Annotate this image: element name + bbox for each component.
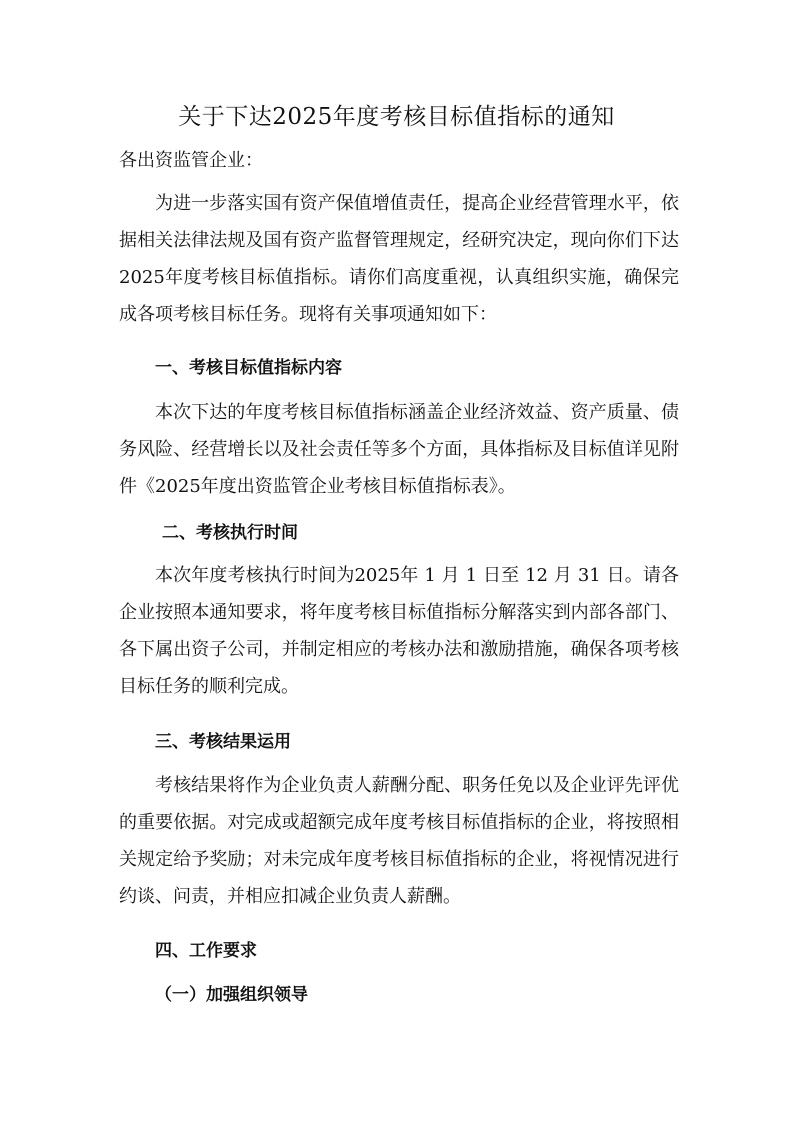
section-body-3: 考核结果将作为企业负责人薪酬分配、职务任免以及企业评先评优的重要依据。对完成或超额完成年度考核目标值指标的企业，将按照相关规定给予奖励；对未完成年度考核目标值指标的企业，将视情况进行约谈、问责，并相应扣减企业负责人薪酬。 [119, 775, 679, 907]
subsection-heading: （一）加强组织领导 [155, 985, 308, 1005]
notice-title: 关于下达2025年度考核目标值指标的通知 [178, 104, 615, 130]
section-heading-3: 三、考核结果运用 [155, 732, 291, 752]
section-body-2: 本次年度考核执行时间为2025年 1 月 1 日至 12 月 31 日。请各企业按照本通知要求，将年度考核目标值指标分解落实到内部各部门、各下属出资子公司，并制定相应的考核办法和激励措施，确保各项考核目标任务的顺利完成。 [119, 565, 679, 697]
section-body-1: 本次下达的年度考核目标值指标涵盖企业经济效益、资产质量、债务风险、经营增长以及社会责任等多个方面，具体指标及目标值详见附件《2025年度出资监管企业考核目标值指标表》。 [119, 402, 679, 497]
section-heading-4: 四、工作要求 [155, 941, 257, 961]
salutation: 各出资监管企业： [119, 150, 263, 171]
section-heading-2: 二、考核执行时间 [162, 523, 298, 543]
section-heading-1: 一、考核目标值指标内容 [155, 358, 342, 378]
intro-paragraph: 为进一步落实国有资产保值增值责任，提高企业经营管理水平，依据相关法律法规及国有资产监督管理规定，经研究决定，现向你们下达2025年度考核目标值指标。请你们高度重视，认真组织实施，确保完成各项考核目标任务。现将有关事项通知如下： [119, 193, 679, 325]
